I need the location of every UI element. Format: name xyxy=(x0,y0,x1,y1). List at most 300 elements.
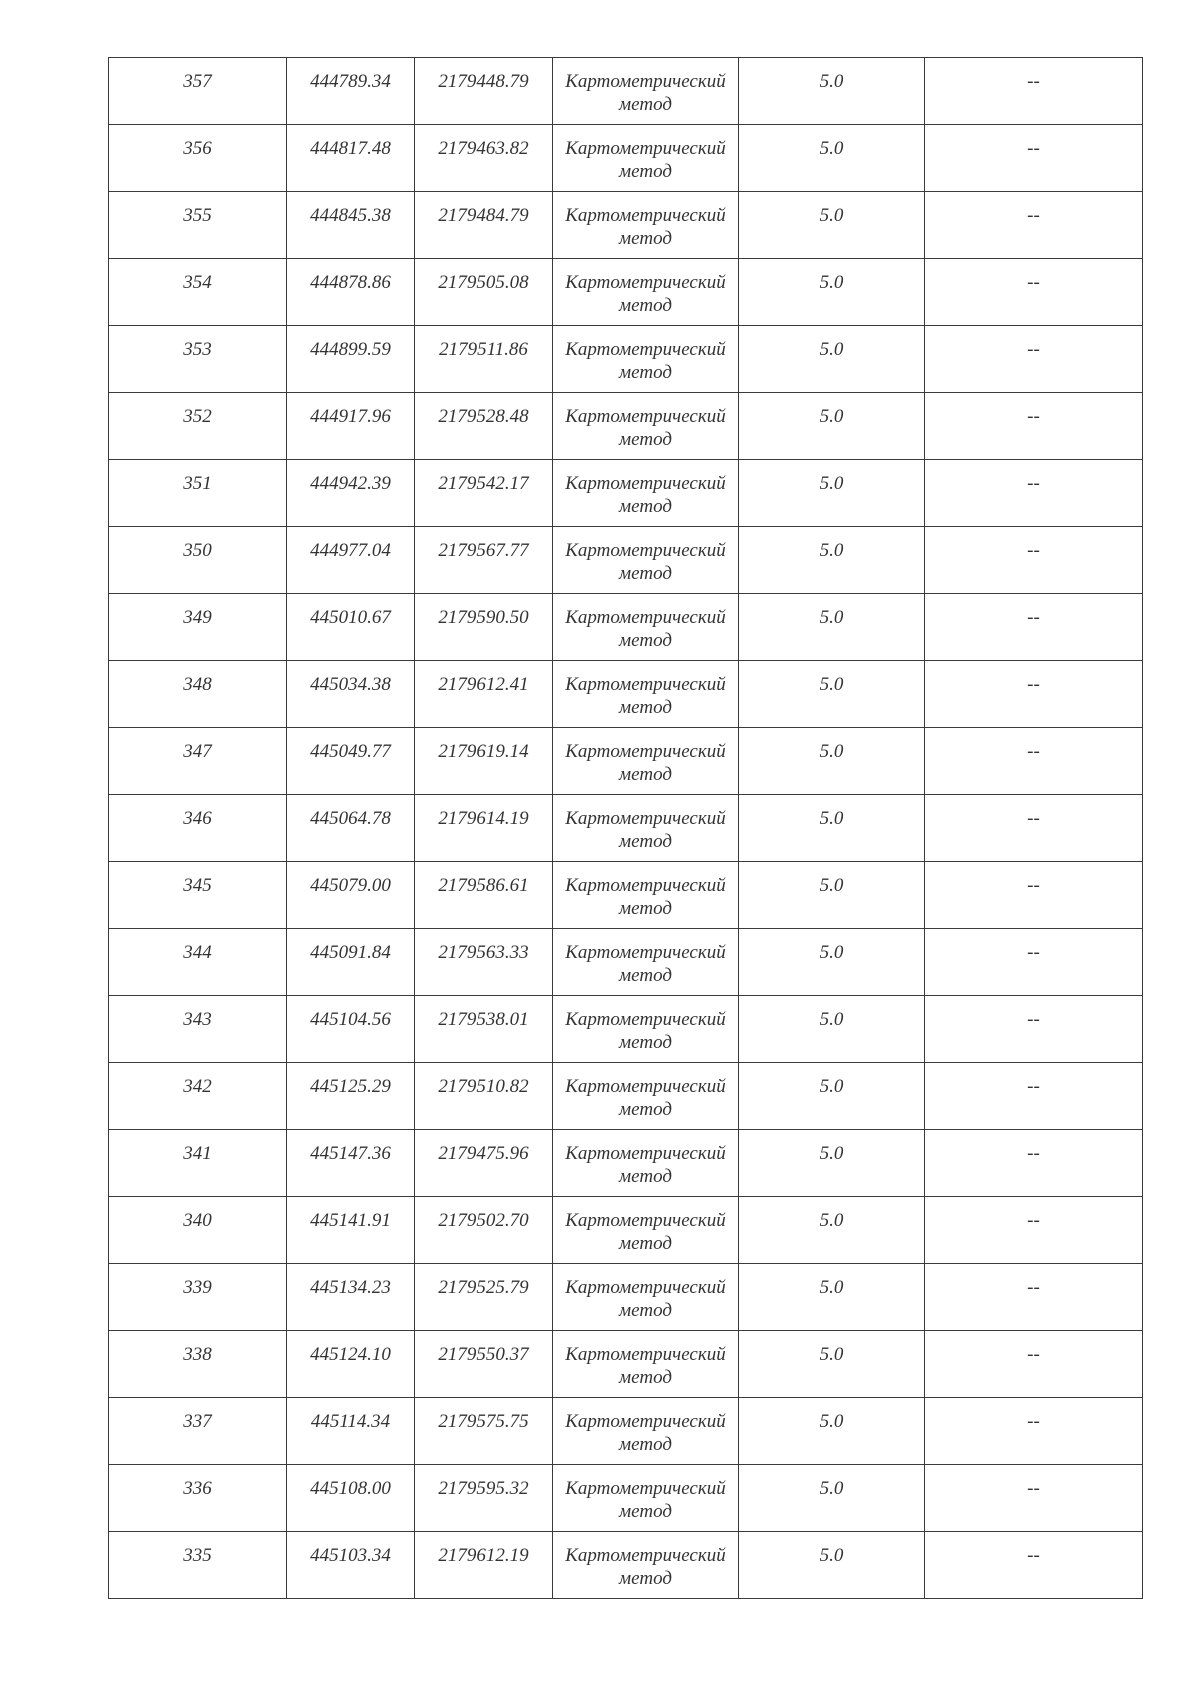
description-cell xyxy=(925,460,1143,527)
method-cell xyxy=(553,1130,739,1197)
x-coordinate-cell-text: 444917.96 xyxy=(310,406,391,427)
method-text xyxy=(553,1532,738,1590)
y-coordinate-cell xyxy=(415,326,553,393)
method-text xyxy=(553,125,738,183)
description-cell-text: -- xyxy=(1027,1210,1040,1231)
table-row xyxy=(109,661,1143,728)
method-cell xyxy=(553,1532,739,1599)
method-line-1: Картометрический xyxy=(565,1545,726,1566)
description-cell-text: -- xyxy=(1027,473,1040,494)
accuracy-cell xyxy=(739,661,925,728)
y-coordinate-cell-text: 2179510.82 xyxy=(438,1076,529,1097)
description-cell-text: -- xyxy=(1027,1277,1040,1298)
method-text xyxy=(553,594,738,652)
point-number-cell xyxy=(109,393,287,460)
x-coordinate-cell xyxy=(287,1063,415,1130)
method-text xyxy=(553,1197,738,1255)
method-line-2: метод xyxy=(619,496,672,517)
y-coordinate-cell xyxy=(415,1532,553,1599)
x-coordinate-cell-text: 445141.91 xyxy=(310,1210,391,1231)
accuracy-cell-text: 5.0 xyxy=(819,71,844,92)
accuracy-cell xyxy=(739,58,925,125)
description-cell xyxy=(925,1264,1143,1331)
point-number-cell xyxy=(109,1532,287,1599)
method-text xyxy=(553,259,738,317)
accuracy-cell-text: 5.0 xyxy=(819,1277,844,1298)
method-text xyxy=(553,1465,738,1523)
method-text xyxy=(553,326,738,384)
accuracy-cell-text: 5.0 xyxy=(819,741,844,762)
description-cell xyxy=(925,527,1143,594)
method-line-2: метод xyxy=(619,831,672,852)
accuracy-cell xyxy=(739,1532,925,1599)
y-coordinate-cell-text: 2179475.96 xyxy=(438,1143,529,1164)
description-cell xyxy=(925,326,1143,393)
method-line-2: метод xyxy=(619,1501,672,1522)
x-coordinate-cell xyxy=(287,1197,415,1264)
method-line-1: Картометрический xyxy=(565,875,726,896)
method-cell xyxy=(553,1197,739,1264)
accuracy-cell-text: 5.0 xyxy=(819,674,844,695)
method-line-2: метод xyxy=(619,630,672,651)
method-line-1: Картометрический xyxy=(565,1277,726,1298)
point-number-cell xyxy=(109,1264,287,1331)
accuracy-cell-text: 5.0 xyxy=(819,205,844,226)
point-number-cell-text: 345 xyxy=(183,875,212,896)
y-coordinate-cell-text: 2179463.82 xyxy=(438,138,529,159)
y-coordinate-cell-text: 2179595.32 xyxy=(438,1478,529,1499)
accuracy-cell xyxy=(739,259,925,326)
description-cell-text: -- xyxy=(1027,1344,1040,1365)
accuracy-cell xyxy=(739,862,925,929)
y-coordinate-cell xyxy=(415,1398,553,1465)
x-coordinate-cell xyxy=(287,326,415,393)
method-text xyxy=(553,393,738,451)
point-number-cell-text: 348 xyxy=(183,674,212,695)
x-coordinate-cell-text: 445091.84 xyxy=(310,942,391,963)
accuracy-cell-text: 5.0 xyxy=(819,540,844,561)
y-coordinate-cell xyxy=(415,795,553,862)
x-coordinate-cell-text: 444845.38 xyxy=(310,205,391,226)
method-line-1: Картометрический xyxy=(565,741,726,762)
method-line-2: метод xyxy=(619,429,672,450)
table-row xyxy=(109,594,1143,661)
description-cell xyxy=(925,125,1143,192)
method-line-1: Картометрический xyxy=(565,540,726,561)
x-coordinate-cell xyxy=(287,728,415,795)
point-number-cell-text: 336 xyxy=(183,1478,212,1499)
method-line-2: метод xyxy=(619,228,672,249)
description-cell-text: -- xyxy=(1027,1076,1040,1097)
method-text xyxy=(553,661,738,719)
point-number-cell xyxy=(109,527,287,594)
table-row xyxy=(109,1398,1143,1465)
point-number-cell-text: 340 xyxy=(183,1210,212,1231)
y-coordinate-cell-text: 2179484.79 xyxy=(438,205,529,226)
method-text xyxy=(553,1130,738,1188)
x-coordinate-cell-text: 445108.00 xyxy=(310,1478,391,1499)
description-cell-text: -- xyxy=(1027,540,1040,561)
y-coordinate-cell xyxy=(415,661,553,728)
point-number-cell xyxy=(109,728,287,795)
accuracy-cell xyxy=(739,1197,925,1264)
accuracy-cell-text: 5.0 xyxy=(819,942,844,963)
y-coordinate-cell xyxy=(415,259,553,326)
accuracy-cell xyxy=(739,527,925,594)
point-number-cell xyxy=(109,1465,287,1532)
y-coordinate-cell xyxy=(415,1197,553,1264)
method-cell xyxy=(553,326,739,393)
y-coordinate-cell-text: 2179575.75 xyxy=(438,1411,529,1432)
point-number-cell-text: 343 xyxy=(183,1009,212,1030)
x-coordinate-cell-text: 445124.10 xyxy=(310,1344,391,1365)
table-row xyxy=(109,1130,1143,1197)
method-line-1: Картометрический xyxy=(565,1344,726,1365)
x-coordinate-cell-text: 444817.48 xyxy=(310,138,391,159)
x-coordinate-cell-text: 445049.77 xyxy=(310,741,391,762)
method-line-1: Картометрический xyxy=(565,339,726,360)
y-coordinate-cell-text: 2179511.86 xyxy=(439,339,528,360)
accuracy-cell xyxy=(739,393,925,460)
method-text xyxy=(553,996,738,1054)
table-row xyxy=(109,862,1143,929)
y-coordinate-cell-text: 2179448.79 xyxy=(438,71,529,92)
x-coordinate-cell xyxy=(287,929,415,996)
y-coordinate-cell xyxy=(415,125,553,192)
point-number-cell xyxy=(109,259,287,326)
description-cell-text: -- xyxy=(1027,942,1040,963)
method-cell xyxy=(553,460,739,527)
description-cell xyxy=(925,1331,1143,1398)
accuracy-cell xyxy=(739,728,925,795)
y-coordinate-cell xyxy=(415,929,553,996)
table-row xyxy=(109,728,1143,795)
description-cell-text: -- xyxy=(1027,808,1040,829)
description-cell xyxy=(925,1130,1143,1197)
description-cell xyxy=(925,393,1143,460)
method-line-2: метод xyxy=(619,1300,672,1321)
x-coordinate-cell xyxy=(287,58,415,125)
x-coordinate-cell xyxy=(287,1264,415,1331)
method-line-2: метод xyxy=(619,161,672,182)
method-text xyxy=(553,58,738,116)
accuracy-cell xyxy=(739,795,925,862)
y-coordinate-cell-text: 2179619.14 xyxy=(438,741,529,762)
description-cell-text: -- xyxy=(1027,205,1040,226)
coordinates-table-body xyxy=(109,58,1143,1599)
description-cell-text: -- xyxy=(1027,1009,1040,1030)
table-row xyxy=(109,1532,1143,1599)
y-coordinate-cell-text: 2179542.17 xyxy=(438,473,529,494)
method-cell xyxy=(553,862,739,929)
accuracy-cell-text: 5.0 xyxy=(819,339,844,360)
accuracy-cell-text: 5.0 xyxy=(819,808,844,829)
x-coordinate-cell-text: 444942.39 xyxy=(310,473,391,494)
method-cell xyxy=(553,661,739,728)
accuracy-cell-text: 5.0 xyxy=(819,1210,844,1231)
point-number-cell xyxy=(109,795,287,862)
point-number-cell-text: 339 xyxy=(183,1277,212,1298)
accuracy-cell-text: 5.0 xyxy=(819,607,844,628)
table-row xyxy=(109,1264,1143,1331)
method-line-2: метод xyxy=(619,1166,672,1187)
y-coordinate-cell xyxy=(415,1063,553,1130)
method-cell xyxy=(553,1331,739,1398)
method-line-2: метод xyxy=(619,1367,672,1388)
method-cell xyxy=(553,393,739,460)
method-line-1: Картометрический xyxy=(565,406,726,427)
method-line-1: Картометрический xyxy=(565,1411,726,1432)
accuracy-cell-text: 5.0 xyxy=(819,1478,844,1499)
table-row xyxy=(109,996,1143,1063)
method-line-1: Картометрический xyxy=(565,1076,726,1097)
x-coordinate-cell-text: 444789.34 xyxy=(310,71,391,92)
point-number-cell xyxy=(109,996,287,1063)
method-line-2: метод xyxy=(619,1568,672,1589)
table-row xyxy=(109,192,1143,259)
point-number-cell xyxy=(109,1398,287,1465)
point-number-cell-text: 335 xyxy=(183,1545,212,1566)
point-number-cell xyxy=(109,326,287,393)
x-coordinate-cell xyxy=(287,996,415,1063)
accuracy-cell-text: 5.0 xyxy=(819,138,844,159)
method-text xyxy=(553,862,738,920)
method-text xyxy=(553,527,738,585)
x-coordinate-cell-text: 445125.29 xyxy=(310,1076,391,1097)
point-number-cell xyxy=(109,862,287,929)
point-number-cell-text: 338 xyxy=(183,1344,212,1365)
point-number-cell-text: 356 xyxy=(183,138,212,159)
description-cell-text: -- xyxy=(1027,875,1040,896)
method-cell xyxy=(553,259,739,326)
point-number-cell-text: 353 xyxy=(183,339,212,360)
method-cell xyxy=(553,1465,739,1532)
method-cell xyxy=(553,795,739,862)
y-coordinate-cell-text: 2179590.50 xyxy=(438,607,529,628)
point-number-cell xyxy=(109,661,287,728)
y-coordinate-cell-text: 2179563.33 xyxy=(438,942,529,963)
y-coordinate-cell xyxy=(415,1331,553,1398)
method-cell xyxy=(553,929,739,996)
method-text xyxy=(553,460,738,518)
coordinates-table xyxy=(108,57,1143,1599)
x-coordinate-cell xyxy=(287,460,415,527)
method-text xyxy=(553,1398,738,1456)
table-row xyxy=(109,393,1143,460)
accuracy-cell xyxy=(739,460,925,527)
description-cell xyxy=(925,192,1143,259)
y-coordinate-cell-text: 2179525.79 xyxy=(438,1277,529,1298)
table-row xyxy=(109,259,1143,326)
method-line-2: метод xyxy=(619,1099,672,1120)
accuracy-cell-text: 5.0 xyxy=(819,1411,844,1432)
y-coordinate-cell xyxy=(415,1264,553,1331)
description-cell-text: -- xyxy=(1027,1545,1040,1566)
table-row xyxy=(109,460,1143,527)
point-number-cell-text: 350 xyxy=(183,540,212,561)
accuracy-cell-text: 5.0 xyxy=(819,473,844,494)
x-coordinate-cell xyxy=(287,795,415,862)
y-coordinate-cell-text: 2179505.08 xyxy=(438,272,529,293)
y-coordinate-cell xyxy=(415,1130,553,1197)
x-coordinate-cell-text: 445064.78 xyxy=(310,808,391,829)
table-row xyxy=(109,1331,1143,1398)
description-cell xyxy=(925,929,1143,996)
table-row xyxy=(109,326,1143,393)
point-number-cell xyxy=(109,1197,287,1264)
table-row xyxy=(109,527,1143,594)
accuracy-cell-text: 5.0 xyxy=(819,1009,844,1030)
description-cell xyxy=(925,1197,1143,1264)
point-number-cell-text: 347 xyxy=(183,741,212,762)
x-coordinate-cell xyxy=(287,1331,415,1398)
description-cell xyxy=(925,1398,1143,1465)
description-cell xyxy=(925,58,1143,125)
y-coordinate-cell xyxy=(415,862,553,929)
point-number-cell-text: 349 xyxy=(183,607,212,628)
point-number-cell-text: 341 xyxy=(183,1143,212,1164)
method-cell xyxy=(553,1063,739,1130)
y-coordinate-cell-text: 2179502.70 xyxy=(438,1210,529,1231)
description-cell xyxy=(925,862,1143,929)
point-number-cell xyxy=(109,594,287,661)
x-coordinate-cell xyxy=(287,594,415,661)
method-text xyxy=(553,728,738,786)
method-cell xyxy=(553,1398,739,1465)
point-number-cell-text: 342 xyxy=(183,1076,212,1097)
description-cell xyxy=(925,661,1143,728)
x-coordinate-cell xyxy=(287,1532,415,1599)
y-coordinate-cell xyxy=(415,58,553,125)
point-number-cell-text: 337 xyxy=(183,1411,212,1432)
method-cell xyxy=(553,192,739,259)
accuracy-cell-text: 5.0 xyxy=(819,1344,844,1365)
method-line-1: Картометрический xyxy=(565,473,726,494)
y-coordinate-cell-text: 2179612.41 xyxy=(438,674,529,695)
x-coordinate-cell xyxy=(287,125,415,192)
x-coordinate-cell-text: 445114.34 xyxy=(310,1411,391,1432)
point-number-cell xyxy=(109,460,287,527)
x-coordinate-cell-text: 445079.00 xyxy=(310,875,391,896)
y-coordinate-cell xyxy=(415,393,553,460)
method-text xyxy=(553,795,738,853)
accuracy-cell xyxy=(739,1264,925,1331)
y-coordinate-cell xyxy=(415,1465,553,1532)
x-coordinate-cell xyxy=(287,661,415,728)
accuracy-cell-text: 5.0 xyxy=(819,1143,844,1164)
x-coordinate-cell-text: 444878.86 xyxy=(310,272,391,293)
y-coordinate-cell xyxy=(415,728,553,795)
method-cell xyxy=(553,594,739,661)
method-line-1: Картометрический xyxy=(565,1143,726,1164)
y-coordinate-cell-text: 2179586.61 xyxy=(438,875,529,896)
method-line-2: метод xyxy=(619,764,672,785)
method-line-1: Картометрический xyxy=(565,272,726,293)
x-coordinate-cell xyxy=(287,393,415,460)
method-line-2: метод xyxy=(619,563,672,584)
point-number-cell-text: 357 xyxy=(183,71,212,92)
point-number-cell xyxy=(109,1063,287,1130)
accuracy-cell xyxy=(739,996,925,1063)
accuracy-cell-text: 5.0 xyxy=(819,1076,844,1097)
x-coordinate-cell xyxy=(287,1398,415,1465)
point-number-cell-text: 351 xyxy=(183,473,212,494)
table-row xyxy=(109,1197,1143,1264)
method-line-1: Картометрический xyxy=(565,205,726,226)
description-cell xyxy=(925,795,1143,862)
x-coordinate-cell-text: 445104.56 xyxy=(310,1009,391,1030)
point-number-cell xyxy=(109,1130,287,1197)
y-coordinate-cell xyxy=(415,460,553,527)
description-cell-text: -- xyxy=(1027,71,1040,92)
method-cell xyxy=(553,996,739,1063)
y-coordinate-cell-text: 2179567.77 xyxy=(438,540,529,561)
point-number-cell xyxy=(109,192,287,259)
description-cell-text: -- xyxy=(1027,741,1040,762)
accuracy-cell xyxy=(739,1063,925,1130)
x-coordinate-cell-text: 445010.67 xyxy=(310,607,391,628)
accuracy-cell xyxy=(739,929,925,996)
description-cell xyxy=(925,1532,1143,1599)
accuracy-cell xyxy=(739,192,925,259)
description-cell-text: -- xyxy=(1027,674,1040,695)
accuracy-cell xyxy=(739,125,925,192)
method-line-2: метод xyxy=(619,295,672,316)
method-cell xyxy=(553,527,739,594)
method-line-2: метод xyxy=(619,898,672,919)
x-coordinate-cell xyxy=(287,527,415,594)
y-coordinate-cell-text: 2179528.48 xyxy=(438,406,529,427)
description-cell-text: -- xyxy=(1027,1478,1040,1499)
table-row xyxy=(109,1063,1143,1130)
method-line-1: Картометрический xyxy=(565,1478,726,1499)
x-coordinate-cell-text: 445147.36 xyxy=(310,1143,391,1164)
method-line-1: Картометрический xyxy=(565,607,726,628)
x-coordinate-cell xyxy=(287,1130,415,1197)
y-coordinate-cell-text: 2179614.19 xyxy=(438,808,529,829)
table-row xyxy=(109,58,1143,125)
method-cell xyxy=(553,728,739,795)
description-cell xyxy=(925,1465,1143,1532)
description-cell xyxy=(925,728,1143,795)
point-number-cell xyxy=(109,58,287,125)
point-number-cell xyxy=(109,929,287,996)
description-cell-text: -- xyxy=(1027,272,1040,293)
x-coordinate-cell xyxy=(287,1465,415,1532)
point-number-cell-text: 354 xyxy=(183,272,212,293)
method-line-2: метод xyxy=(619,965,672,986)
method-text xyxy=(553,1063,738,1121)
y-coordinate-cell-text: 2179550.37 xyxy=(438,1344,529,1365)
accuracy-cell-text: 5.0 xyxy=(819,875,844,896)
y-coordinate-cell-text: 2179612.19 xyxy=(438,1545,529,1566)
description-cell xyxy=(925,1063,1143,1130)
y-coordinate-cell xyxy=(415,527,553,594)
x-coordinate-cell xyxy=(287,862,415,929)
method-line-2: метод xyxy=(619,362,672,383)
method-line-2: метод xyxy=(619,94,672,115)
x-coordinate-cell-text: 445134.23 xyxy=(310,1277,391,1298)
method-cell xyxy=(553,125,739,192)
method-line-2: метод xyxy=(619,1434,672,1455)
x-coordinate-cell-text: 445034.38 xyxy=(310,674,391,695)
method-cell xyxy=(553,1264,739,1331)
method-text xyxy=(553,929,738,987)
method-cell xyxy=(553,58,739,125)
method-line-1: Картометрический xyxy=(565,674,726,695)
description-cell-text: -- xyxy=(1027,1411,1040,1432)
y-coordinate-cell-text: 2179538.01 xyxy=(438,1009,529,1030)
